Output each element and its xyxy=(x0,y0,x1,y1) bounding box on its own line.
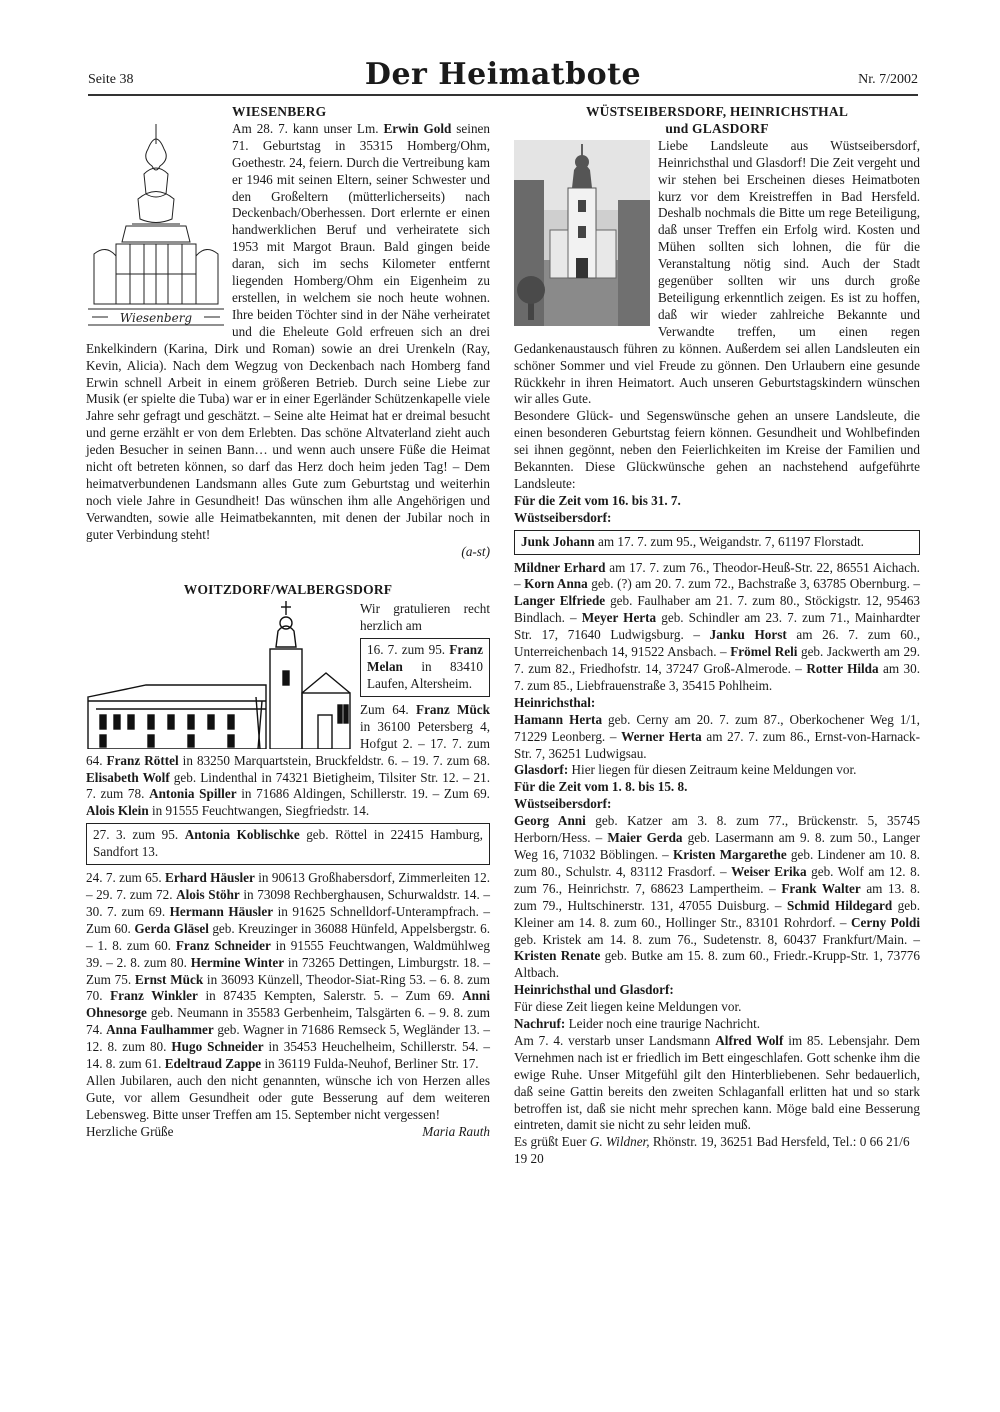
person-name: Rotter Hilda xyxy=(806,661,879,676)
person-name: Hermine Winter xyxy=(190,954,285,970)
woitzdorf-highlight-box-2 xyxy=(86,823,490,865)
wuestseibersdorf-highlight-box xyxy=(514,530,920,555)
person-name: Alois Stöhr xyxy=(176,886,240,902)
section-title-woitzdorf: WOITZDORF/WALBERGSDORF xyxy=(183,582,393,598)
person-name: Frömel Reli xyxy=(730,644,798,660)
person-name: Maier Gerda xyxy=(607,830,683,846)
text-run: Leider noch eine traurige Nachricht. xyxy=(565,1016,761,1032)
wiesenberg-illustration xyxy=(86,104,226,327)
text-run: im 85. Lebensjahr. Dem Vernehmen nach ist er friedlich im Bett eingeschlafen. Gott schenke ihm die ewige Ruhe. Unser Mitgefühl gilt den Hinterbliebenen. Sehr bedauerlich, daß seine Gattin bereits den zweiten Schlaganfall erlitten hat und so stark betroffen ist, daß sie nicht mehr sprechen kann. Möge bald eine Besserung eintreten, damit sie nicht zu sehr leiden muß. xyxy=(514,1032,920,1133)
text-run: in 35453 Heuchelheim, Schillerstr. 54. – 14. 8. zum 61. xyxy=(86,1039,490,1072)
person-name: Erhard Häusler xyxy=(165,870,255,886)
woitzdorf-highlight-box xyxy=(360,638,490,697)
woitzdorf-list-2 xyxy=(86,870,490,1073)
person-name: Mildner Erhard xyxy=(514,559,606,575)
text-run: geb. Kristek am 14. 8. zum 76., Sudetenstr. 8, 60437 Frankfurt/Main. – xyxy=(514,931,920,947)
text-run: in 36093 Künzell, Theodor-Siat-Ring 53. – 6. 8. zum 70. xyxy=(86,971,490,1004)
heinrichsthal-glasdorf-note: Für diese Zeit liegen keine Meldungen vor. xyxy=(514,999,742,1015)
person-name: Gerda Gläsel xyxy=(134,920,209,936)
wuestseibersdorf-list-august xyxy=(514,813,920,982)
text-run: in 36100 Petersberg 4, Hofgut 2. – 17. 7. zum 64. xyxy=(86,718,490,768)
person-name: Korn Anna xyxy=(524,576,588,592)
text-run: Am 28. 7. kann unser Lm. xyxy=(232,120,384,136)
wuestseibersdorf-list-july xyxy=(514,560,920,695)
person-name: Georg Anni xyxy=(514,813,586,829)
text-run: am 17. 7. zum 76., Theodor-Heuß-Str. 22, 86551 Aichach. – xyxy=(514,559,920,592)
person-name: Elisabeth Wolf xyxy=(86,769,170,785)
text-run: am 27. 7. zum 86., Ernst-von-Harnack-Str. 7, 36251 Ludwigsau. xyxy=(514,728,921,761)
wuestseibersdorf-intro: Liebe Landsleute aus Wüstseibersdorf, Heinrichsthal und Glasdorf! Die Zeit vergeht und wir stehen bei Erscheinen dieses Heimatboten kurz vor dem Kreistreffen in Bad Hersfeld. Deshalb nochmals die Bitte um rege Beteiligung, daß unser Treffen ein Erfolg wird. Kosten und Mühen sollten sich lohnen, die für die Veranstaltung nötig sind. Auch der Stadt gegenüber sollten wir uns durch große Beteiligung erkenntlich zeigen. Es ist zu hoffen, daß wir wieder zahlreiche Bekannte und Verwandte treffen, um einen regen Gedankenaustausch führen zu können. Außerdem sei allen Landsleuten ein schöner Sommer und viel Freude zu gönnen. Den Urlaubern eine gesunde Rückkehr in ihren Heimatort. Auch unseren Geburtstagskindern wünschen wir alles Gute. xyxy=(514,137,920,407)
subheading-heinrichsthal-glasdorf: Heinrichsthal und Glasdorf: xyxy=(514,982,674,998)
greeting: Herzliche Grüße xyxy=(86,1123,174,1139)
wuestseibersdorf-greetings: Besondere Glück- und Segenswünsche gehen an unsere Landsleute, die einen besonderen Geburtstag feiern können. Gesundheit und Wohlbefinden sei ihnen gegönnt, neben den Feierlichkeiten im Kreise der Familien und Bekannten. Diese Glückwünsche gehen an nachstehend aufgeführte Landsleute: xyxy=(514,408,920,491)
person-name: Franz Winkler xyxy=(110,988,198,1004)
person-name: Franz Mück xyxy=(416,701,490,717)
woitzdorf-illustration xyxy=(86,601,352,749)
person-name: Schmid Hildegard xyxy=(787,897,893,913)
church-icon xyxy=(86,601,352,749)
text-run: geb. Lasermann am 9. 8. zum 50., Langer Weg 16, 71032 Böblingen. – xyxy=(514,830,921,862)
person-name: Edeltraud Zappe xyxy=(164,1056,262,1072)
person-name: Meyer Herta xyxy=(581,610,657,626)
text-run: 24. 7. zum 65. xyxy=(86,870,166,886)
person-name: Anna Faulhammer xyxy=(106,1022,214,1038)
text-run: Am 7. 4. verstarb unser Landsmann xyxy=(514,1032,716,1048)
text-run: Rhönstr. 19, 36251 Bad Hersfeld, Tel.: 0 66 21/6 19 20 xyxy=(514,1134,910,1167)
person-name: Antonia Spiller xyxy=(149,786,237,802)
text-run: seinen 71. Geburtstag in 35315 Homberg/Ohm, Goethestr. 24, feiern. Durch die Vertreibung kam er 1946 mit seinen Eltern, seiner Schwester und den Großeltern (mütterlicherseits) nach Deckenbach/Oberhessen. Dort erlernte er einen handwerklichen Beruf und verheiratete sich 1953 mit Margot Braun. Bald gingen beide daran, sich im sechs Kilometer entfernt liegenden Homberg/Ohm ein Eigenheim zu erstellen, in welchem sie noch heute wohnen. Ihre beiden Töchter sind in der Nähe verheiratet und die Eheleute Gold erfreuen sich an drei Enkelkindern (Karina, Dirk und Roman) sowie an drei Urenkeln (Ray, Kevin, Alicia). Nach dem Wegzug von Deckenbach nach Homberg fand Erwin schnell Arbeit in einem größeren Betrieb. Durch seine Liebe zur Musik (er spielte die Tuba) war er in einer Egerländer Schützenkapelle viele Jahre sehr gefragt und geschätzt. – Seine alte Heimat hat er dreimal besucht und gerne erzählt er von dem Erlebten. Das schöne Altvaterland zieht auch jeden Besucher in seinen Bann… und wenn auch unsere Füße die Heimat nicht oft betreten können, so darf das Herz doch heim jeden Tag! – Dem heimatverbundenen Landsmann alles Gute zum Geburtstag und weiterhin noch viele Jahre in Gesundheit! Das wünschen ihm alle Angehörigen und Verwandten, sowie alle Heimatbekannten, mit denen der Jubilar noch in guter Verbindung steht! xyxy=(86,120,490,542)
heinrichsthal-list xyxy=(514,712,920,763)
wiesenberg-signature: (a-st) xyxy=(461,543,490,559)
author-name: G. Wildner, xyxy=(589,1134,650,1150)
text-run: in 71686 Aldingen, Schillerstr. 19. – Zum 69. xyxy=(236,786,490,802)
woitzdorf-closing: Allen Jubilaren, auch den nicht genannten, wünsche ich von Herzen alles Gute, vor allem Gesundheit oder gute Besserung auf dem weiteren Lebensweg. Bitte unser Treffen am 15. September nicht vergessen! xyxy=(86,1072,490,1122)
text-run: in 91555 Feuchtwangen, Waldmühlweg 39. – 2. 8. zum 80. xyxy=(86,937,490,970)
text-run: in 87435 Kempten, Salerstr. 5. – Zum 69. xyxy=(197,988,463,1004)
text-run: am 26. 7. zum 60., Unterreichenbach 14, 91522 Ansbach. – xyxy=(514,627,920,660)
page-number: Seite 38 xyxy=(88,72,134,87)
person-name: Langer Elfriede xyxy=(514,593,606,609)
subheading-wuestseibersdorf-2: Wüstseibersdorf: xyxy=(514,796,612,812)
obituary-text xyxy=(514,1033,920,1134)
person-name: Janku Horst xyxy=(709,627,787,643)
person-name: Erwin Gold xyxy=(383,120,452,136)
right-column xyxy=(514,104,920,1168)
person-name: Frank Walter xyxy=(781,880,861,896)
text-run: geb. Butke am 15. 8. zum 60., Friedr.-Krupp-Str. 1, 73776 Altbach. xyxy=(514,948,920,981)
text-run: geb. Kreuzinger in 36088 Hünfeld, Appelsbergstr. 6. – 1. 8. zum 60. xyxy=(86,920,490,953)
issue-number: Nr. 7/2002 xyxy=(858,72,918,87)
nachruf-line xyxy=(514,1016,920,1033)
text-run: geb. Katzer am 3. 8. zum 77., Brückenstr. 5, 35745 Herborn/Hess. – xyxy=(514,813,920,846)
person-name: Kristen Margarethe xyxy=(672,846,787,862)
text-run: geb. Cerny am 20. 7. zum 87., Oberkochener Weg 1/1, 71229 Leonberg. – xyxy=(514,711,920,744)
text-run: geb. Lindenthal in 74321 Bietigheim, Tilsiter Str. 12. – 21. 7. zum 78. xyxy=(86,769,490,802)
left-column xyxy=(86,104,490,1141)
text-run: in 91555 Feuchtwangen, Siegfriedstr. 14. xyxy=(148,803,370,819)
person-name: Franz Melan xyxy=(367,642,483,675)
text-run: in 91625 Schnelldorf-Unterampfrach. – Zum 60. xyxy=(86,903,490,936)
text-run: geb. Wagner in 71686 Remseck 5, Wegländer 13. – 12. 8. zum 80. xyxy=(86,1022,490,1055)
wiesenberg-image-label: Wiesenberg xyxy=(119,311,193,325)
person-name: Antonia Koblischke xyxy=(184,827,300,843)
section-title-wuestseibersdorf: WÜSTSEIBERSDORF, HEINRICHSTHAL xyxy=(585,104,849,119)
person-name: Junk Johann xyxy=(521,533,595,549)
text-run: geb. Neumann in 35583 Gerbenheim, Talsgärten 6. – 9. 8. zum 74. xyxy=(86,1005,490,1038)
section-subtitle-glasdorf: und GLASDORF xyxy=(665,120,769,136)
glasdorf-note xyxy=(514,762,920,779)
author-name: Maria Rauth xyxy=(422,1123,490,1139)
fountain-icon xyxy=(86,104,226,327)
person-name: Cerny Poldi xyxy=(851,914,920,930)
text-run: in 73265 Dettingen, Limburgstr. 18. – Zum 75. xyxy=(86,954,490,987)
subheading-wuestseibersdorf: Wüstseibersdorf: xyxy=(514,509,612,525)
text-run: 27. 3. zum 95. xyxy=(93,827,185,843)
text-run: am 30. 7. zum 85., Liebfrauenstraße 3, 35415 Pohlheim. xyxy=(514,661,920,693)
person-name: Werner Herta xyxy=(621,728,702,744)
person-name: Alois Klein xyxy=(86,803,149,819)
person-name: Weiser Erika xyxy=(731,863,807,879)
period-heading-july: Für die Zeit vom 16. bis 31. 7. xyxy=(514,492,681,508)
masthead-title: Der Heimatbote xyxy=(364,57,642,92)
section-title-wiesenberg: WIESENBERG xyxy=(232,104,327,119)
text-run: am 17. 7. zum 95., Weigandstr. 7, 61197 Florstadt. xyxy=(594,533,864,549)
text-run: geb. Wolf am 12. 8. zum 76., Heinrichstr. 7, 68623 Lampertheim. – xyxy=(514,863,920,896)
person-name: Alfred Wolf xyxy=(715,1032,784,1048)
text-run: Hier liegen für diesen Zeitraum keine Meldungen vor. xyxy=(568,762,857,778)
church-photo-icon xyxy=(514,140,650,326)
woitzdorf-signature-line xyxy=(86,1124,490,1141)
text-run: geb. Lindener am 10. 8. zum 80., Schulstr. 4, 83112 Frasdorf. – xyxy=(514,846,920,879)
subheading-glasdorf: Glasdorf: xyxy=(514,762,569,778)
period-heading-august: Für die Zeit vom 1. 8. bis 15. 8. xyxy=(514,779,688,795)
text-run: Zum 64. xyxy=(360,701,417,717)
text-run: 16. 7. zum 95. xyxy=(367,642,450,658)
woitzdorf-intro: Wir gratulieren recht herzlich am xyxy=(360,601,490,634)
text-run: in 36119 Fulda-Neuhof, Berliner Str. 17. xyxy=(261,1056,479,1072)
text-run: geb. Jackwerth am 29. 7. zum 82., Friedhofstr. 14, 37247 Groß-Almerode. – xyxy=(514,644,920,676)
subheading-nachruf: Nachruf: xyxy=(514,1016,566,1032)
text-run: in 73098 Rechberghausen, Schurwaldstr. 14. – 30. 7. zum 69. xyxy=(86,886,490,919)
text-run: in 83250 Marquartstein, Bruckfeldstr. 6. – 19. 7. zum 68. xyxy=(178,752,490,768)
person-name: Ernst Mück xyxy=(134,971,204,987)
wuestseibersdorf-signature xyxy=(514,1134,920,1168)
person-name: Hermann Häusler xyxy=(169,903,274,919)
text-run: geb. (?) am 20. 7. zum 72., Bachstraße 3, 63785 Obernburg. – xyxy=(587,576,920,592)
page-header xyxy=(88,50,918,96)
text-run: geb. Röttel in 22415 Hamburg, Sandfort 13. xyxy=(93,827,483,860)
text-run: geb. Kleiner am 14. 8. zum 60., Hollinger Str., 83101 Rohrdorf. – xyxy=(514,897,921,930)
church-photo xyxy=(514,140,650,326)
person-name: Hugo Schneider xyxy=(171,1039,264,1055)
text-run: Es grüßt Euer xyxy=(514,1134,590,1150)
text-run: am 13. 8. zum 79., Hultschinerstr. 131, 47055 Duisburg. – xyxy=(514,880,920,913)
person-name: Kristen Renate xyxy=(514,948,601,964)
person-name: Franz Schneider xyxy=(175,937,271,953)
person-name: Franz Röttel xyxy=(106,752,179,768)
subheading-heinrichsthal: Heinrichsthal: xyxy=(514,694,596,710)
text-run: geb. Schindler am 23. 7. zum 71., Mainhardter Str. 17, 71640 Ludwigsburg. – xyxy=(514,610,920,643)
text-run: in 90613 Großhabersdorf, Zimmerleiten 12. – 29. 7. zum 72. xyxy=(86,870,490,902)
person-name: Hamann Herta xyxy=(514,711,603,727)
text-run: geb. Faulhaber am 21. 7. zum 80., Stöckigstr. 12, 95463 Bindlach. – xyxy=(514,593,921,626)
person-name: Anni Ohnesorge xyxy=(86,988,491,1021)
text-run: in 83410 Laufen, Altersheim. xyxy=(367,659,483,691)
